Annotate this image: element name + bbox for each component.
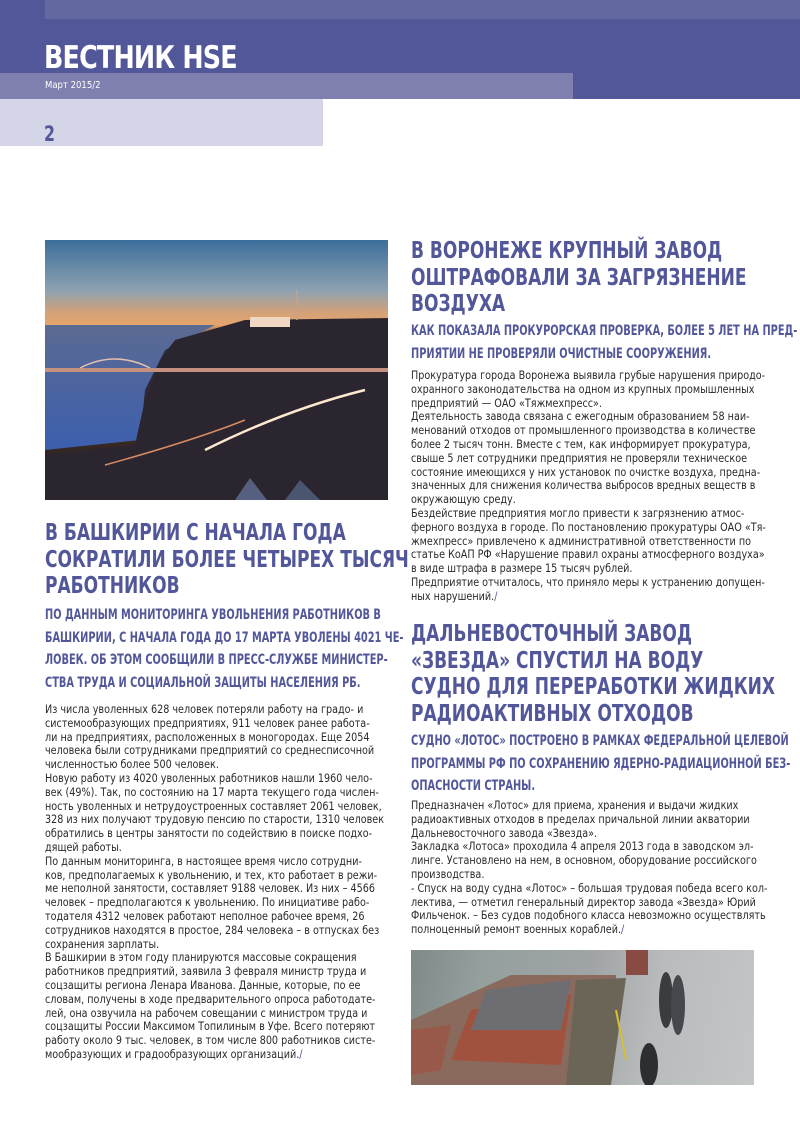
publication-title: ВЕСТНИК HSE [44,40,237,76]
article-lead-zvezda: СУДНО «ЛОТОС» ПОСТРОЕНО В РАМКАХ ФЕДЕРАЛЬНОЙ ЦЕЛЕВОЙ ПРОГРАММЫ РФ ПО СОХРАНЕНИЮ ЯДЕРНО-РАДИАЦИОННОЙ БЕЗ- ОПАСНОСТИ СТРАНЫ. [411,733,791,794]
city-night-photo [45,240,388,500]
article-title-bashkiria: В БАШКИРИИ С НАЧАЛА ГОДА СОКРАТИЛИ БОЛЕЕ ЧЕТЫРЕХ ТЫСЯЧ РАБОТНИКОВ [45,520,409,599]
city-night-illustration [45,240,388,500]
article-body-zvezda: Предназначен «Лотос» для приема, хранения и выдачи жидких радиоактивных отходов в пределах причальной линии акватории Дальневосточного завода «Звезда». Закладка «Лотоса» проходила 4 апреля 2013 года в заводском эл- линге. Установлено на нем, в основном, оборудование российского производства. - Спуск на воду судна «Лотос» – большая трудовая победа всего кол- лектива, — отметил генеральный директор завода «Звезда» Юрий Фильченок. – Без судов подобного класса невозможно осуществлять полноценный ремонт военных кораблей./ [411,799,768,937]
shipyard-illustration [411,950,754,1085]
end-mark: / [621,923,625,937]
end-mark: / [494,589,498,603]
shipyard-aerial-photo [411,950,754,1085]
page-number: 2 [44,122,55,146]
article-body-bashkiria: Из числа уволенных 628 человек потеряли работу на градо- и системообразующих предприятиях, 911 человек ранее работа- ли на предприятиях, расположенных в моногородах. Еще 2054 человека были сотрудниками предприятий со среднесписочной численностью более 500 человек. Новую работу из 4020 уволенных работников нашли 1960 чело- век (49%). Так, по состоянию на 17 марта текущего года числен- ность уволенных и нетрудоустроенных составляет 2061 человек, 328 из них получают трудовую пенсию по старости, 1310 человек обратились в центры занятости по содействию в поиске подхо- дящей работы. По данным мониторинга, в настоящее время число сотрудни- ков, предполагаемых к увольнению, и тех, кто работает в режи- ме неполной занятости, составляет 9188 человек. Из них – 4566 человек – предполагаются к увольнению. По инициативе рабо- тодателя 4312 человек работают неполное рабочее время, 26 сотрудников находятся в простое, 284 человека – в отпусках без сохранения зарплаты. В Башкирии в этом году планируются массовые сокращения работников предприятий, заявила 3 февраля министр труда и соцзащиты региона Ленара Иванова. Данные, которые, по ее словам, получены в ходе предварительного опроса работодате- лей, она озвучила на рабочем совещании с министром труда и соцзащиты России Максимом Топилиным в Уфе. Всего потеряют работу около 9 тыс. человек, в том числе 800 работников систе- мообразующих и градообразующих организаций./ [45,703,385,1061]
header-top-strip [45,0,800,19]
article-title-voronezh: В ВОРОНЕЖЕ КРУПНЫЙ ЗАВОД ОШТРАФОВАЛИ ЗА ЗАГРЯЗНЕНИЕ ВОЗДУХА [411,238,747,317]
article-title-zvezda: ДАЛЬНЕВОСТОЧНЫЙ ЗАВОД «ЗВЕЗДА» СПУСТИЛ НА ВОДУ СУДНО ДЛЯ ПЕРЕРАБОТКИ ЖИДКИХ РАДИОАКТИВНЫХ ОТХОДОВ [411,621,776,727]
end-mark: / [299,1047,303,1061]
article-lead-voronezh: КАК ПОКАЗАЛА ПРОКУРОРСКАЯ ПРОВЕРКА, БОЛЕЕ 5 ЛЕТ НА ПРЕД- ПРИЯТИИ НЕ ПРОВЕРЯЛИ ОЧИСТНЫЕ СООРУЖЕНИЯ. [411,323,798,362]
article-body-voronezh: Прокуратура города Воронежа выявила грубые нарушения природо- охранного законодательства на одном из крупных промышленных предприятий — ОАО «Тяжмехпресс». Деятельность завода связана с ежегодным образованием 58 наи- менований отходов от промышленного производства в количестве более 2 тысяч тонн. Вместе с тем, как информирует прокуратура, свыше 5 лет сотрудники предприятия не проверяли техническое состояние имеющихся у них установок по очистке воздуха, предна- значенных для снижения количества выбросов вредных веществ в окружающую среду. Бездействие предприятия могло привести к загрязнению атмос- ферного воздуха в городе. По постановлению прокуратуры ОАО «Тя- жмехпресс» привлечено к административной ответственности по статье КоАП РФ «Нарушение правил охраны атмосферного воздуха» в виде штрафа в размере 15 тысяч рублей. Предприятие отчиталось, что приняло меры к устранению допущен- ных нарушений./ [411,369,766,603]
issue-label: Март 2015/2 [45,80,101,91]
article-lead-bashkiria: ПО ДАННЫМ МОНИТОРИНГА УВОЛЬНЕНИЯ РАБОТНИКОВ В БАШКИРИИ, С НАЧАЛА ГОДА ДО 17 МАРТА УВОЛЕНЫ 4021 ЧЕ- ЛОВЕК. ОБ ЭТОМ СООБЩИЛИ В ПРЕСС-СЛУЖБЕ МИНИСТЕР- СТВА ТРУДА И СОЦИАЛЬНОЙ ЗАЩИТЫ НАСЕЛЕНИЯ РБ. [45,607,404,691]
